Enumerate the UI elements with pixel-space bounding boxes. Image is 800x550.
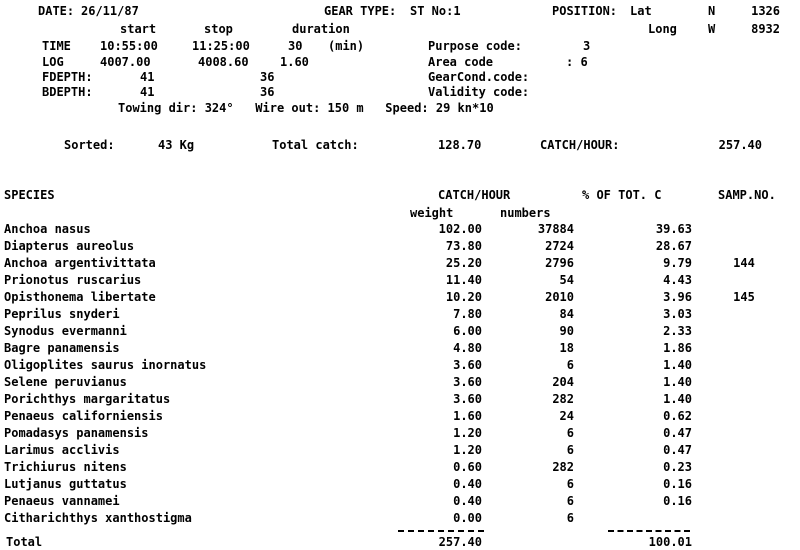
numbers-value: 6 bbox=[566, 443, 574, 457]
species-name: Penaeus vannamei bbox=[4, 494, 120, 508]
position-label: POSITION: bbox=[552, 4, 618, 18]
pct-value: 1.40 bbox=[663, 375, 692, 389]
long-label: Long bbox=[648, 22, 677, 36]
lat-hemisphere: N bbox=[708, 4, 716, 18]
weight-value: 10.20 bbox=[445, 290, 482, 304]
total-pct: 100.01 bbox=[648, 535, 692, 549]
numbers-value: 6 bbox=[566, 426, 574, 440]
date-value: 26/11/87 bbox=[81, 4, 139, 18]
numbers-value: 6 bbox=[566, 477, 574, 491]
col-stop-header: stop bbox=[204, 22, 233, 36]
lat-value: 1326 bbox=[751, 4, 780, 18]
species-name: Opisthonema libertate bbox=[4, 290, 156, 304]
pct-value: 1.40 bbox=[663, 358, 692, 372]
pct-value: 1.40 bbox=[663, 392, 692, 406]
time-label: TIME bbox=[42, 39, 71, 53]
purpose-code-label: Purpose code: bbox=[428, 39, 522, 53]
fdepth-label: FDEPTH: bbox=[42, 70, 93, 84]
species-name: Peprilus snyderi bbox=[4, 307, 120, 321]
pct-value: 1.86 bbox=[663, 341, 692, 355]
numbers-value: 37884 bbox=[537, 222, 574, 236]
weight-value: 0.40 bbox=[453, 494, 482, 508]
pct-value: 0.62 bbox=[663, 409, 692, 423]
gearcond-code-label: GearCond.code: bbox=[428, 70, 530, 84]
sorted-label: Sorted: bbox=[64, 138, 115, 152]
time-start: 10:55:00 bbox=[100, 39, 158, 53]
numbers-value: 6 bbox=[566, 494, 574, 508]
total-catch-label: Total catch: bbox=[272, 138, 359, 152]
numbers-value: 204 bbox=[552, 375, 574, 389]
fdepth-start: 41 bbox=[140, 70, 155, 84]
total-catch-value: 128.70 bbox=[438, 138, 482, 152]
pct-value: 39.63 bbox=[655, 222, 692, 236]
numbers-value: 54 bbox=[559, 273, 574, 287]
species-name: Bagre panamensis bbox=[4, 341, 120, 355]
pct-value: 0.16 bbox=[663, 494, 692, 508]
lat-label: Lat bbox=[630, 4, 652, 18]
weight-value: 3.60 bbox=[453, 358, 482, 372]
weight-value: 1.20 bbox=[453, 443, 482, 457]
species-name: Lutjanus guttatus bbox=[4, 477, 127, 491]
long-value: 8932 bbox=[751, 22, 780, 36]
numbers-value: 2724 bbox=[545, 239, 574, 253]
numbers-value: 84 bbox=[559, 307, 574, 321]
time-stop: 11:25:00 bbox=[192, 39, 250, 53]
species-name: Selene peruvianus bbox=[4, 375, 127, 389]
numbers-value: 282 bbox=[552, 460, 574, 474]
time-unit: (min) bbox=[328, 39, 365, 53]
weight-value: 4.80 bbox=[453, 341, 482, 355]
species-name: Citharichthys xanthostigma bbox=[4, 511, 192, 525]
purpose-code-value: 3 bbox=[583, 39, 591, 53]
pct-value: 0.16 bbox=[663, 477, 692, 491]
catch-hour-label: CATCH/HOUR: bbox=[540, 138, 620, 152]
weight-value: 0.40 bbox=[453, 477, 482, 491]
bdepth-stop: 36 bbox=[260, 85, 275, 99]
species-name: Synodus evermanni bbox=[4, 324, 127, 338]
numbers-value: 2010 bbox=[545, 290, 574, 304]
area-code-label: Area code bbox=[428, 55, 494, 69]
catch-hour-value: 257.40 bbox=[718, 138, 762, 152]
log-start: 4007.00 bbox=[100, 55, 151, 69]
pct-value: 9.79 bbox=[663, 256, 692, 270]
numbers-header: numbers bbox=[500, 206, 551, 220]
pct-value: 0.47 bbox=[663, 426, 692, 440]
species-name: Diapterus aureolus bbox=[4, 239, 135, 253]
log-stop: 4008.60 bbox=[198, 55, 249, 69]
weight-value: 3.60 bbox=[453, 375, 482, 389]
numbers-value: 6 bbox=[566, 511, 574, 525]
catch-hour-header: CATCH/HOUR bbox=[438, 188, 511, 202]
pct-total-rule bbox=[608, 530, 690, 532]
long-hemisphere: W bbox=[708, 22, 716, 36]
pct-value: 3.96 bbox=[663, 290, 692, 304]
col-start-header: start bbox=[120, 22, 157, 36]
species-header: SPECIES bbox=[4, 188, 55, 202]
log-duration: 1.60 bbox=[280, 55, 309, 69]
pct-value: 28.67 bbox=[655, 239, 692, 253]
weight-value: 7.80 bbox=[453, 307, 482, 321]
weight-value: 102.00 bbox=[438, 222, 482, 236]
gear-type-label: GEAR TYPE: bbox=[324, 4, 397, 18]
time-duration: 30 bbox=[288, 39, 303, 53]
pct-total-header: % OF TOT. C bbox=[582, 188, 662, 202]
log-label: LOG bbox=[42, 55, 64, 69]
weight-value: 6.00 bbox=[453, 324, 482, 338]
numbers-value: 24 bbox=[559, 409, 574, 423]
weight-value: 1.60 bbox=[453, 409, 482, 423]
fdepth-stop: 36 bbox=[260, 70, 275, 84]
weight-value: 3.60 bbox=[453, 392, 482, 406]
pct-value: 4.43 bbox=[663, 273, 692, 287]
species-name: Anchoa argentivittata bbox=[4, 256, 156, 270]
numbers-value: 6 bbox=[566, 358, 574, 372]
sample-number-header: SAMP.NO. bbox=[718, 188, 776, 202]
species-name: Pomadasys panamensis bbox=[4, 426, 149, 440]
pct-value: 0.23 bbox=[663, 460, 692, 474]
species-name: Prionotus ruscarius bbox=[4, 273, 142, 287]
pct-value: 2.33 bbox=[663, 324, 692, 338]
weight-value: 1.20 bbox=[453, 426, 482, 440]
pct-value: 0.47 bbox=[663, 443, 692, 457]
col-duration-header: duration bbox=[292, 22, 350, 36]
bdepth-start: 41 bbox=[140, 85, 155, 99]
weight-header: weight bbox=[410, 206, 454, 220]
area-code-value: : 6 bbox=[566, 55, 588, 69]
pct-value: 3.03 bbox=[663, 307, 692, 321]
species-name: Larimus acclivis bbox=[4, 443, 120, 457]
species-name: Penaeus californiensis bbox=[4, 409, 163, 423]
gear-type-value: ST No:1 bbox=[410, 4, 461, 18]
bdepth-label: BDEPTH: bbox=[42, 85, 93, 99]
date-label: DATE: bbox=[38, 4, 75, 18]
species-name: Anchoa nasus bbox=[4, 222, 91, 236]
weight-value: 11.40 bbox=[445, 273, 482, 287]
weight-total-rule bbox=[398, 530, 484, 532]
towing-line: Towing dir: 324° Wire out: 150 m Speed: 29 kn*10 bbox=[118, 101, 494, 115]
species-name: Porichthys margaritatus bbox=[4, 392, 171, 406]
sample-number: 145 bbox=[733, 290, 755, 304]
total-weight: 257.40 bbox=[438, 535, 482, 549]
weight-value: 0.60 bbox=[453, 460, 482, 474]
numbers-value: 90 bbox=[559, 324, 574, 338]
species-name: Oligoplites saurus inornatus bbox=[4, 358, 207, 372]
numbers-value: 2796 bbox=[545, 256, 574, 270]
numbers-value: 282 bbox=[552, 392, 574, 406]
weight-value: 73.80 bbox=[445, 239, 482, 253]
weight-value: 0.00 bbox=[453, 511, 482, 525]
weight-value: 25.20 bbox=[445, 256, 482, 270]
total-label: Total bbox=[6, 535, 43, 549]
validity-code-label: Validity code: bbox=[428, 85, 530, 99]
species-name: Trichiurus nitens bbox=[4, 460, 127, 474]
numbers-value: 18 bbox=[559, 341, 574, 355]
sample-number: 144 bbox=[733, 256, 755, 270]
sorted-value: 43 Kg bbox=[158, 138, 195, 152]
